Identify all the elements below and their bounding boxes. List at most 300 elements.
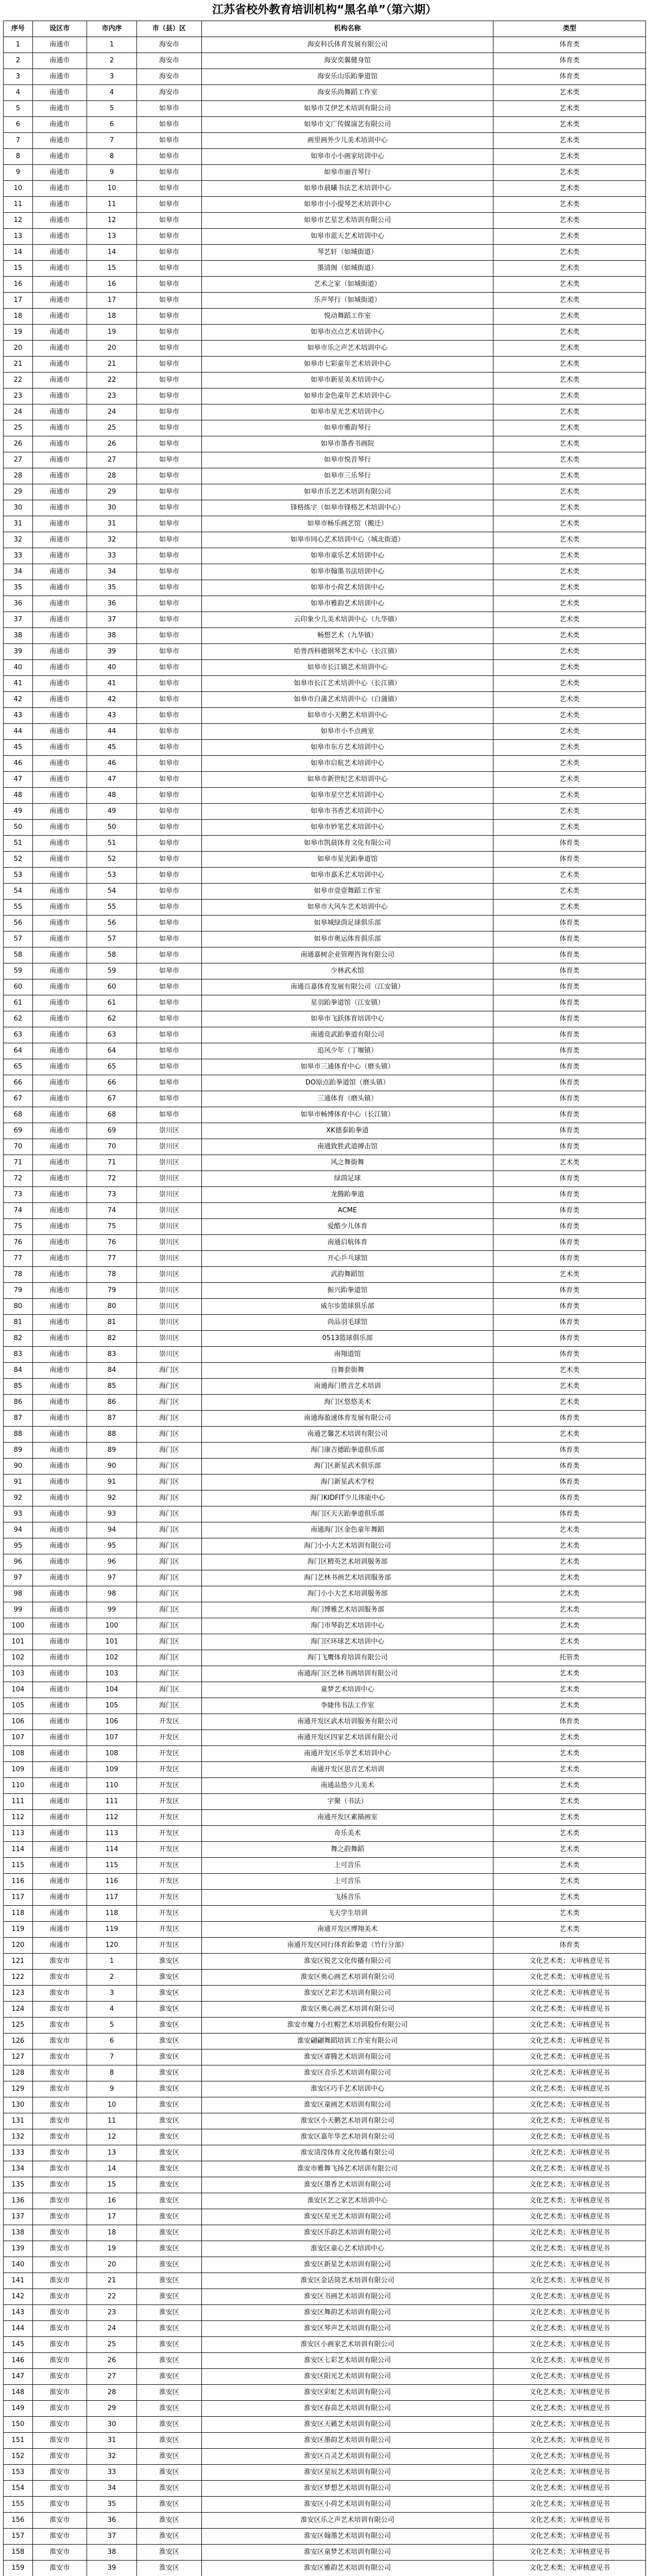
cell-type: 艺术类 [493, 1538, 646, 1554]
cell-city-seq: 38 [87, 2545, 136, 2561]
cell-type: 艺术类 [493, 1794, 646, 1810]
cell-city: 南通市 [32, 197, 87, 213]
cell-city-seq: 7 [87, 133, 136, 149]
table-row [4, 596, 646, 612]
cell-county: 开发区 [137, 1746, 202, 1762]
cell-city-seq: 118 [87, 1906, 136, 1922]
cell-city: 南通市 [32, 165, 87, 181]
cell-county: 如皋市 [137, 468, 202, 484]
table-row [4, 2145, 646, 2161]
cell-city: 南通市 [32, 900, 87, 916]
cell-city-seq: 75 [87, 1219, 136, 1235]
cell-county: 淮安区 [137, 2337, 202, 2353]
table-row [4, 1027, 646, 1043]
cell-name: 威尔步篮球俱乐部 [201, 1299, 493, 1315]
header-city: 设区市 [32, 21, 87, 37]
table-row [4, 1986, 646, 2002]
table-row [4, 1666, 646, 1682]
cell-type: 艺术类 [493, 1842, 646, 1858]
table-row [4, 1011, 646, 1027]
cell-city: 南通市 [32, 1698, 87, 1714]
cell-city-seq: 27 [87, 2369, 136, 2385]
cell-seq: 49 [4, 804, 33, 820]
cell-city-seq: 31 [87, 516, 136, 532]
cell-county: 淮安区 [137, 2177, 202, 2193]
cell-county: 如皋市 [137, 229, 202, 245]
cell-type: 体育类 [493, 916, 646, 931]
cell-city: 南通市 [32, 1395, 87, 1411]
cell-name: 如皋市飞跃体育培训中心 [201, 1011, 493, 1027]
cell-city: 南通市 [32, 820, 87, 836]
cell-name: 淮安区巧手艺术培训中心 [201, 2081, 493, 2097]
cell-city-seq: 5 [87, 2018, 136, 2033]
cell-type: 艺术类 [493, 468, 646, 484]
cell-name: 海门飞鹰体育培训有限公司 [201, 1650, 493, 1666]
cell-city: 南通市 [32, 468, 87, 484]
cell-seq: 77 [4, 1251, 33, 1267]
cell-seq: 129 [4, 2081, 33, 2097]
cell-city-seq: 15 [87, 261, 136, 277]
cell-seq: 112 [4, 1810, 33, 1826]
cell-city-seq: 30 [87, 2417, 136, 2433]
cell-seq: 27 [4, 452, 33, 468]
cell-county: 淮安区 [137, 2097, 202, 2113]
cell-city: 南通市 [32, 133, 87, 149]
cell-city-seq: 25 [87, 420, 136, 436]
cell-name: 淮安区彩虹艺术培训有限公司 [201, 2385, 493, 2401]
cell-county: 淮安区 [137, 2545, 202, 2561]
cell-county: 如皋市 [137, 484, 202, 500]
cell-seq: 75 [4, 1219, 33, 1235]
cell-seq: 14 [4, 245, 33, 261]
table-row [4, 1475, 646, 1490]
cell-type: 艺术类 [493, 676, 646, 692]
cell-type: 艺术类 [493, 372, 646, 388]
cell-city-seq: 91 [87, 1475, 136, 1490]
cell-type: 艺术类 [493, 660, 646, 676]
cell-city: 南通市 [32, 1219, 87, 1235]
cell-city-seq: 89 [87, 1443, 136, 1459]
cell-seq: 154 [4, 2481, 33, 2497]
cell-county: 开发区 [137, 1858, 202, 1874]
cell-type: 艺术类 [493, 436, 646, 452]
cell-county: 崇川区 [137, 1267, 202, 1283]
cell-seq: 149 [4, 2401, 33, 2417]
cell-name: 如皋市翰墨书法培训中心 [201, 564, 493, 580]
cell-county: 淮安区 [137, 1986, 202, 2002]
cell-seq: 58 [4, 947, 33, 963]
cell-county: 如皋市 [137, 388, 202, 404]
table-row [4, 2561, 646, 2576]
cell-seq: 126 [4, 2033, 33, 2049]
document-title: 江苏省校外教育培训机构“黑名单”（第六期） [212, 4, 437, 16]
cell-city: 南通市 [32, 548, 87, 564]
table-row [4, 101, 646, 117]
cell-name: 南通开发区素描画室 [201, 1810, 493, 1826]
cell-county: 开发区 [137, 1906, 202, 1922]
table-row [4, 1139, 646, 1155]
cell-city: 南通市 [32, 708, 87, 724]
cell-county: 海门区 [137, 1506, 202, 1522]
cell-city: 南通市 [32, 309, 87, 325]
cell-seq: 67 [4, 1091, 33, 1107]
cell-type: 艺术类 [493, 1906, 646, 1922]
cell-seq: 124 [4, 2002, 33, 2018]
cell-city-seq: 43 [87, 708, 136, 724]
cell-seq: 5 [4, 101, 33, 117]
cell-city: 淮安市 [32, 2353, 87, 2369]
cell-county: 崇川区 [137, 1219, 202, 1235]
cell-city: 淮安市 [32, 2321, 87, 2337]
cell-city-seq: 23 [87, 2305, 136, 2321]
cell-city: 南通市 [32, 836, 87, 852]
cell-name: 绿茵足球 [201, 1171, 493, 1187]
cell-city-seq: 71 [87, 1155, 136, 1171]
cell-county: 如皋市 [137, 644, 202, 660]
cell-name: 南通致胜武道搏击馆 [201, 1139, 493, 1155]
cell-type: 艺术类 [493, 229, 646, 245]
cell-county: 如皋市 [137, 1059, 202, 1075]
cell-seq: 133 [4, 2145, 33, 2161]
cell-type: 体育类 [493, 37, 646, 53]
cell-type: 艺术类 [493, 868, 646, 884]
cell-county: 崇川区 [137, 1171, 202, 1187]
cell-county: 海门区 [137, 1698, 202, 1714]
cell-type: 艺术类 [493, 884, 646, 900]
cell-name: 淮安区小画家艺术培训有限公司 [201, 2337, 493, 2353]
cell-city-seq: 112 [87, 1810, 136, 1826]
cell-county: 如皋市 [137, 852, 202, 868]
cell-city-seq: 54 [87, 884, 136, 900]
cell-type: 体育类 [493, 1938, 646, 1954]
cell-city: 南通市 [32, 1139, 87, 1155]
cell-county: 开发区 [137, 1730, 202, 1746]
cell-type: 文化艺术类；无审核意见书 [493, 2337, 646, 2353]
cell-county: 如皋市 [137, 724, 202, 740]
cell-city: 淮安市 [32, 2417, 87, 2433]
table-row [4, 2097, 646, 2113]
cell-city-seq: 94 [87, 1522, 136, 1538]
cell-name: 淮安区嘉年华艺术培训有限公司 [201, 2129, 493, 2145]
cell-seq: 38 [4, 628, 33, 644]
cell-county: 如皋市 [137, 197, 202, 213]
cell-seq: 159 [4, 2561, 33, 2576]
cell-city: 淮安市 [32, 1954, 87, 1970]
cell-seq: 19 [4, 325, 33, 341]
cell-county: 海门区 [137, 1666, 202, 1682]
cell-name: 如皋市艺星艺术培训有限公司 [201, 213, 493, 229]
cell-county: 如皋市 [137, 117, 202, 133]
cell-city-seq: 57 [87, 931, 136, 947]
cell-seq: 28 [4, 468, 33, 484]
table-row [4, 2177, 646, 2193]
cell-seq: 63 [4, 1027, 33, 1043]
cell-county: 海门区 [137, 1538, 202, 1554]
table-row [4, 1570, 646, 1586]
cell-city-seq: 31 [87, 2433, 136, 2449]
cell-seq: 139 [4, 2241, 33, 2257]
cell-seq: 106 [4, 1714, 33, 1730]
cell-county: 淮安区 [137, 2049, 202, 2065]
cell-name: 南通品悠少儿美术 [201, 1778, 493, 1794]
cell-county: 如皋市 [137, 660, 202, 676]
cell-county: 淮安区 [137, 2321, 202, 2337]
cell-city: 南通市 [32, 516, 87, 532]
header-type: 类型 [493, 21, 646, 37]
cell-name: 南翔道馆 [201, 1347, 493, 1363]
cell-county: 淮安区 [137, 2273, 202, 2289]
cell-county: 淮安区 [137, 2193, 202, 2209]
cell-city-seq: 20 [87, 341, 136, 357]
cell-seq: 120 [4, 1938, 33, 1954]
table-row [4, 1490, 646, 1506]
table-row [4, 1602, 646, 1618]
cell-city: 淮安市 [32, 2002, 87, 2018]
cell-county: 淮安区 [137, 2353, 202, 2369]
cell-city: 南通市 [32, 1363, 87, 1379]
cell-city: 南通市 [32, 963, 87, 979]
cell-city: 南通市 [32, 484, 87, 500]
cell-name: 如皋市长江镇艺术培训中心 [201, 660, 493, 676]
cell-county: 如皋市 [137, 1075, 202, 1091]
cell-type: 体育类 [493, 1075, 646, 1091]
cell-type: 艺术类 [493, 245, 646, 261]
cell-city-seq: 40 [87, 660, 136, 676]
cell-county: 如皋市 [137, 900, 202, 916]
table-row [4, 1443, 646, 1459]
cell-seq: 147 [4, 2369, 33, 2385]
cell-seq: 54 [4, 884, 33, 900]
cell-county: 如皋市 [137, 820, 202, 836]
table-row [4, 2305, 646, 2321]
table-row [4, 404, 646, 420]
cell-city-seq: 13 [87, 2145, 136, 2161]
cell-city-seq: 44 [87, 724, 136, 740]
table-row [4, 1363, 646, 1379]
table-row [4, 1698, 646, 1714]
cell-county: 如皋市 [137, 404, 202, 420]
table-row [4, 181, 646, 197]
cell-county: 开发区 [137, 1714, 202, 1730]
table-row [4, 1091, 646, 1107]
cell-seq: 122 [4, 1970, 33, 1986]
cell-city: 淮安市 [32, 2465, 87, 2481]
table-row [4, 2289, 646, 2305]
cell-type: 体育类 [493, 53, 646, 69]
cell-seq: 4 [4, 85, 33, 101]
cell-county: 海安市 [137, 53, 202, 69]
cell-name: 南通竞武跆拳道有限公司 [201, 1027, 493, 1043]
cell-county: 如皋市 [137, 979, 202, 995]
cell-name: 童梦艺术培训中心 [201, 1682, 493, 1698]
cell-type: 文化艺术类；无审核意见书 [493, 2065, 646, 2081]
table-row [4, 852, 646, 868]
cell-city-seq: 97 [87, 1570, 136, 1586]
cell-seq: 46 [4, 756, 33, 772]
table-row [4, 804, 646, 820]
cell-seq: 76 [4, 1235, 33, 1251]
table-row [4, 2513, 646, 2529]
cell-county: 海安市 [137, 37, 202, 53]
table-row [4, 1538, 646, 1554]
cell-type: 艺术类 [493, 452, 646, 468]
cell-type: 艺术类 [493, 1666, 646, 1682]
cell-type: 艺术类 [493, 85, 646, 101]
cell-type: 艺术类 [493, 165, 646, 181]
cell-seq: 43 [4, 708, 33, 724]
cell-county: 崇川区 [137, 1251, 202, 1267]
cell-type: 体育类 [493, 69, 646, 85]
cell-county: 如皋市 [137, 916, 202, 931]
cell-county: 开发区 [137, 1938, 202, 1954]
cell-seq: 153 [4, 2465, 33, 2481]
cell-city: 淮安市 [32, 1970, 87, 1986]
cell-seq: 135 [4, 2177, 33, 2193]
cell-city-seq: 20 [87, 2257, 136, 2273]
cell-city: 南通市 [32, 931, 87, 947]
cell-city: 南通市 [32, 181, 87, 197]
cell-county: 如皋市 [137, 261, 202, 277]
cell-city: 南通市 [32, 1810, 87, 1826]
cell-seq: 26 [4, 436, 33, 452]
cell-name: 淮安区奥心画艺术培训有限公司 [201, 2002, 493, 2018]
cell-city: 南通市 [32, 1331, 87, 1347]
cell-seq: 93 [4, 1506, 33, 1522]
cell-seq: 98 [4, 1586, 33, 1602]
blacklist-table [3, 21, 646, 2576]
cell-type: 体育类 [493, 1331, 646, 1347]
cell-county: 如皋市 [137, 708, 202, 724]
cell-type: 体育类 [493, 1714, 646, 1730]
cell-county: 如皋市 [137, 548, 202, 564]
cell-county: 海门区 [137, 1634, 202, 1650]
cell-city: 南通市 [32, 101, 87, 117]
cell-seq: 53 [4, 868, 33, 884]
cell-type: 艺术类 [493, 277, 646, 293]
cell-city: 南通市 [32, 1043, 87, 1059]
cell-type: 艺术类 [493, 101, 646, 117]
table-row [4, 1299, 646, 1315]
cell-type: 艺术类 [493, 149, 646, 165]
cell-name: 飞扬音乐 [201, 1890, 493, 1906]
cell-city: 南通市 [32, 740, 87, 756]
cell-seq: 86 [4, 1395, 33, 1411]
cell-type: 艺术类 [493, 1363, 646, 1379]
cell-seq: 130 [4, 2097, 33, 2113]
table-row [4, 1155, 646, 1171]
table-row [4, 1618, 646, 1634]
cell-name: 淮安市魔力小红帽艺术培训股份有限公司 [201, 2018, 493, 2033]
cell-city-seq: 50 [87, 820, 136, 836]
table-row [4, 947, 646, 963]
cell-city-seq: 28 [87, 468, 136, 484]
cell-type: 体育类 [493, 1107, 646, 1123]
cell-city-seq: 47 [87, 772, 136, 788]
cell-name: 海门区精英艺术培训服务部 [201, 1554, 493, 1570]
cell-name: 李婕伟书法工作室 [201, 1698, 493, 1714]
cell-city: 南通市 [32, 436, 87, 452]
cell-name: 爱酷少儿体育 [201, 1219, 493, 1235]
cell-city: 淮安市 [32, 2369, 87, 2385]
cell-county: 淮安区 [137, 2065, 202, 2081]
table-row [4, 149, 646, 165]
cell-city: 南通市 [32, 1794, 87, 1810]
table-row [4, 1251, 646, 1267]
cell-city-seq: 29 [87, 484, 136, 500]
cell-county: 海门区 [137, 1363, 202, 1379]
cell-city: 南通市 [32, 1187, 87, 1203]
cell-type: 艺术类 [493, 804, 646, 820]
cell-city: 南通市 [32, 85, 87, 101]
table-row [4, 1842, 646, 1858]
cell-city-seq: 41 [87, 676, 136, 692]
cell-county: 如皋市 [137, 341, 202, 357]
cell-city-seq: 34 [87, 2481, 136, 2497]
cell-name: 尚品羽毛球馆 [201, 1315, 493, 1331]
cell-name: 海门小小大艺术培训服务部 [201, 1586, 493, 1602]
cell-type: 文化艺术类；无审核意见书 [493, 2002, 646, 2018]
cell-name: 如皋市畅博体育中心（长江镇） [201, 1107, 493, 1123]
table-row [4, 644, 646, 660]
cell-county: 如皋市 [137, 756, 202, 772]
cell-city-seq: 34 [87, 564, 136, 580]
cell-seq: 94 [4, 1522, 33, 1538]
cell-name: 上可音乐 [201, 1858, 493, 1874]
cell-city: 淮安市 [32, 2161, 87, 2177]
cell-seq: 55 [4, 900, 33, 916]
cell-seq: 82 [4, 1331, 33, 1347]
table-row [4, 2337, 646, 2353]
cell-name: ACME [201, 1203, 493, 1219]
table-row [4, 836, 646, 852]
cell-city-seq: 81 [87, 1315, 136, 1331]
cell-seq: 104 [4, 1682, 33, 1698]
cell-city-seq: 24 [87, 404, 136, 420]
table-row [4, 2129, 646, 2145]
cell-type: 艺术类 [493, 756, 646, 772]
cell-type: 体育类 [493, 963, 646, 979]
cell-type: 体育类 [493, 1123, 646, 1139]
table-row [4, 692, 646, 708]
cell-seq: 60 [4, 979, 33, 995]
cell-type: 艺术类 [493, 1922, 646, 1938]
cell-type: 艺术类 [493, 325, 646, 341]
cell-seq: 156 [4, 2513, 33, 2529]
cell-type: 体育类 [493, 1139, 646, 1155]
cell-type: 艺术类 [493, 516, 646, 532]
cell-city-seq: 116 [87, 1874, 136, 1890]
cell-city-seq: 109 [87, 1762, 136, 1778]
cell-name: 南通开发区四家艺术培训有限公司 [201, 1730, 493, 1746]
cell-city-seq: 82 [87, 1331, 136, 1347]
cell-seq: 17 [4, 293, 33, 309]
cell-type: 艺术类 [493, 1810, 646, 1826]
cell-county: 淮安区 [137, 2385, 202, 2401]
cell-city: 南通市 [32, 372, 87, 388]
table-row [4, 2353, 646, 2369]
cell-city-seq: 42 [87, 692, 136, 708]
cell-seq: 115 [4, 1858, 33, 1874]
cell-county: 海安市 [137, 69, 202, 85]
cell-seq: 158 [4, 2545, 33, 2561]
cell-city-seq: 83 [87, 1347, 136, 1363]
table-row [4, 2257, 646, 2273]
cell-city-seq: 114 [87, 1842, 136, 1858]
cell-type: 体育类 [493, 1219, 646, 1235]
cell-seq: 141 [4, 2273, 33, 2289]
cell-city-seq: 58 [87, 947, 136, 963]
table-row [4, 500, 646, 516]
